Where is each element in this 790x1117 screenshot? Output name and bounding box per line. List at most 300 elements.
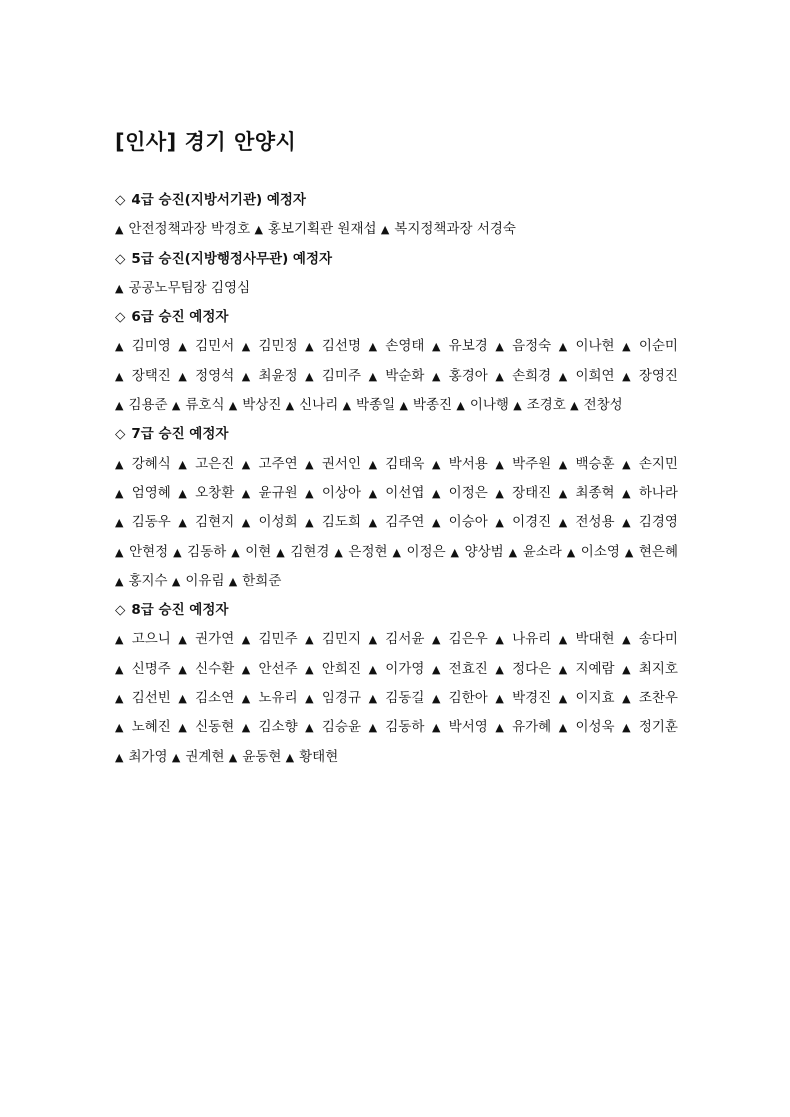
list-item	[305, 631, 361, 647]
triangle-bullet-icon: ▲	[431, 633, 444, 647]
list-item	[495, 719, 551, 735]
list-item	[115, 485, 171, 501]
triangle-bullet-icon: ▲	[276, 545, 286, 559]
list-item-text: 김승윤	[321, 719, 362, 736]
list-item	[115, 631, 171, 647]
list-item	[559, 719, 615, 735]
list-item-text: 전성용	[575, 514, 615, 531]
triangle-bullet-icon: ▲	[558, 486, 571, 500]
list-item-text: 황태현	[299, 748, 339, 765]
promotion-list	[115, 625, 678, 771]
section-heading-text: 5급 승진(지방행정사무관) 예정자	[131, 250, 333, 267]
list-item	[115, 719, 171, 735]
list-item	[495, 485, 551, 501]
list-item-text: 전창성	[583, 397, 623, 414]
list-item-text: 이성희	[258, 514, 298, 531]
triangle-bullet-icon: ▲	[178, 457, 191, 471]
list-item-text: 이상아	[321, 484, 362, 501]
list-item-text: 김미주	[321, 367, 362, 384]
list-item-text: 박서영	[448, 719, 488, 736]
triangle-bullet-icon: ▲	[115, 692, 127, 706]
list-item-text: 노유리	[258, 690, 298, 707]
list-item	[178, 661, 234, 677]
list-item	[622, 631, 678, 647]
list-item-text: 김동길	[385, 690, 425, 707]
list-item	[115, 514, 171, 530]
list-item-text: 박대현	[575, 631, 615, 648]
triangle-bullet-icon: ▲	[622, 633, 634, 647]
list-item	[369, 338, 425, 354]
section-heading-text: 6급 승진 예정자	[131, 309, 229, 326]
list-item-text: 이선엽	[385, 484, 425, 501]
list-item-text: 이성욱	[575, 719, 615, 736]
triangle-bullet-icon: ▲	[368, 369, 381, 383]
triangle-bullet-icon: ▲	[173, 545, 183, 559]
list-item	[567, 544, 620, 560]
list-item	[242, 631, 298, 647]
list-item	[305, 338, 361, 354]
list-item	[432, 485, 488, 501]
list-item	[399, 397, 452, 413]
list-item-text: 장태진	[512, 484, 552, 501]
list-item-text: 정기훈	[638, 719, 678, 736]
triangle-bullet-icon: ▲	[368, 662, 381, 676]
list-item	[305, 456, 361, 472]
list-item-text: 김경영	[638, 514, 678, 531]
list-item	[115, 280, 250, 296]
list-item	[305, 485, 361, 501]
list-item-text: 권가연	[195, 631, 235, 648]
list-item-text: 신나리	[299, 397, 339, 414]
list-item	[305, 368, 361, 384]
list-item-text: 김미영	[131, 338, 171, 355]
list-item-text: 이순미	[638, 338, 678, 355]
section-heading	[115, 303, 678, 332]
list-item	[334, 544, 387, 560]
triangle-bullet-icon: ▲	[231, 545, 241, 559]
triangle-bullet-icon: ▲	[115, 457, 127, 471]
list-item-text: 송다미	[638, 631, 678, 648]
page-title: [인사] 경기 안양시	[115, 130, 297, 154]
list-item-text: 강혜식	[131, 455, 171, 472]
list-item	[178, 719, 234, 735]
list-item	[173, 544, 226, 560]
diamond-bullet-icon: ◇	[115, 192, 126, 208]
triangle-bullet-icon: ▲	[228, 750, 238, 764]
triangle-bullet-icon: ▲	[305, 633, 317, 647]
list-item-text: 안현정	[129, 543, 169, 560]
list-item	[172, 397, 225, 413]
triangle-bullet-icon: ▲	[495, 633, 508, 647]
list-item	[229, 397, 282, 413]
diamond-bullet-icon: ◇	[115, 602, 126, 619]
triangle-bullet-icon: ▲	[431, 516, 444, 530]
diamond-bullet-icon: ◇	[115, 426, 126, 443]
list-item-text: 안전정책과장 박경호	[128, 221, 251, 238]
list-item	[559, 368, 615, 384]
triangle-bullet-icon: ▲	[622, 369, 634, 383]
list-item	[369, 661, 425, 677]
list-item-text: 장택진	[131, 367, 171, 384]
list-item	[495, 690, 551, 706]
triangle-bullet-icon: ▲	[241, 662, 254, 676]
triangle-bullet-icon: ▲	[241, 369, 254, 383]
list-item-text: 최가영	[128, 748, 168, 765]
list-item	[622, 338, 678, 354]
list-item	[559, 456, 615, 472]
triangle-bullet-icon: ▲	[399, 399, 408, 413]
list-item	[495, 368, 551, 384]
triangle-bullet-icon: ▲	[558, 457, 571, 471]
triangle-bullet-icon: ▲	[380, 223, 390, 237]
list-item-text: 윤동현	[242, 748, 282, 765]
triangle-bullet-icon: ▲	[622, 516, 634, 530]
list-item-text: 고으니	[131, 631, 171, 648]
diamond-bullet-icon: ◇	[115, 250, 126, 267]
triangle-bullet-icon: ▲	[305, 692, 317, 706]
list-item-text: 박서용	[448, 455, 488, 472]
list-item-text: 양상범	[464, 543, 504, 560]
triangle-bullet-icon: ▲	[622, 721, 634, 735]
list-item	[115, 573, 168, 589]
list-item-text: 정영석	[195, 367, 235, 384]
diamond-bullet-icon: ◇	[115, 309, 126, 326]
triangle-bullet-icon: ▲	[622, 662, 634, 676]
triangle-bullet-icon: ▲	[392, 545, 402, 559]
list-item-text: 전효진	[448, 660, 488, 677]
list-item	[622, 485, 678, 501]
list-item	[622, 368, 678, 384]
list-item	[369, 485, 425, 501]
list-item	[115, 456, 171, 472]
list-item	[229, 749, 282, 765]
list-item	[495, 456, 551, 472]
list-item	[172, 749, 225, 765]
list-item	[115, 690, 171, 706]
list-item-text: 박상진	[242, 397, 282, 414]
triangle-bullet-icon: ▲	[305, 721, 317, 735]
triangle-bullet-icon: ▲	[115, 574, 124, 588]
list-item-text: 신명주	[131, 660, 171, 677]
triangle-bullet-icon: ▲	[495, 340, 508, 354]
list-item-text: 유보경	[448, 338, 488, 355]
list-item	[242, 514, 298, 530]
list-item	[172, 573, 225, 589]
list-item-text: 이나행	[469, 397, 509, 414]
list-item-text: 최지호	[638, 660, 678, 677]
list-item	[622, 456, 678, 472]
list-item	[559, 485, 615, 501]
triangle-bullet-icon: ▲	[558, 721, 571, 735]
list-item	[513, 397, 566, 413]
list-item	[178, 690, 234, 706]
list-item	[115, 368, 171, 384]
list-item-text: 이승아	[448, 514, 488, 531]
triangle-bullet-icon: ▲	[115, 223, 124, 237]
triangle-bullet-icon: ▲	[624, 545, 634, 559]
list-item-text: 하나라	[638, 484, 678, 501]
triangle-bullet-icon: ▲	[431, 692, 444, 706]
triangle-bullet-icon: ▲	[558, 340, 571, 354]
triangle-bullet-icon: ▲	[115, 486, 127, 500]
triangle-bullet-icon: ▲	[178, 721, 191, 735]
list-item-text: 조경호	[526, 397, 566, 414]
list-item	[178, 338, 234, 354]
list-item	[456, 397, 509, 413]
list-item-text: 김용준	[128, 397, 168, 414]
list-item-text: 최종혁	[575, 484, 615, 501]
list-item	[231, 544, 271, 560]
list-item-text: 김선빈	[131, 690, 171, 707]
list-item-text: 이정은	[448, 484, 488, 501]
list-item	[242, 338, 298, 354]
triangle-bullet-icon: ▲	[622, 457, 634, 471]
list-item	[343, 397, 396, 413]
list-item-text: 은정현	[348, 543, 388, 560]
triangle-bullet-icon: ▲	[495, 486, 508, 500]
list-item	[254, 221, 376, 237]
triangle-bullet-icon: ▲	[171, 750, 181, 764]
list-item-text: 김선명	[321, 338, 362, 355]
triangle-bullet-icon: ▲	[368, 516, 381, 530]
list-item	[115, 749, 168, 765]
triangle-bullet-icon: ▲	[171, 574, 181, 588]
list-item-text: 최윤정	[258, 367, 298, 384]
list-item	[559, 690, 615, 706]
triangle-bullet-icon: ▲	[228, 399, 238, 413]
list-item	[178, 631, 234, 647]
triangle-bullet-icon: ▲	[178, 486, 191, 500]
triangle-bullet-icon: ▲	[558, 662, 571, 676]
triangle-bullet-icon: ▲	[513, 399, 522, 413]
triangle-bullet-icon: ▲	[115, 721, 127, 735]
list-item-text: 홍지수	[128, 572, 168, 589]
list-item-text: 임경규	[321, 690, 362, 707]
triangle-bullet-icon: ▲	[305, 369, 317, 383]
list-item-text: 신수환	[195, 660, 235, 677]
list-item	[286, 749, 339, 765]
list-item	[178, 456, 234, 472]
list-item	[242, 690, 298, 706]
list-item	[559, 631, 615, 647]
list-item	[369, 514, 425, 530]
section-heading-text: 8급 승진 예정자	[131, 602, 229, 619]
list-item	[369, 456, 425, 472]
list-item-text: 윤소라	[522, 543, 562, 560]
list-item-text: 고주연	[258, 455, 298, 472]
triangle-bullet-icon: ▲	[495, 692, 508, 706]
list-item-text: 김한아	[448, 690, 488, 707]
list-item-text: 손희경	[512, 367, 552, 384]
list-item-text: 나유리	[512, 631, 552, 648]
list-item-text: 박경진	[512, 690, 552, 707]
list-item	[432, 338, 488, 354]
triangle-bullet-icon: ▲	[305, 662, 317, 676]
list-item-text: 김은우	[448, 631, 488, 648]
triangle-bullet-icon: ▲	[305, 486, 317, 500]
triangle-bullet-icon: ▲	[368, 721, 381, 735]
list-item	[622, 514, 678, 530]
list-item	[509, 544, 562, 560]
list-item-text: 김동하	[187, 543, 227, 560]
list-item	[369, 631, 425, 647]
section-heading	[115, 186, 678, 215]
list-item	[432, 514, 488, 530]
list-item	[432, 456, 488, 472]
list-item	[305, 514, 361, 530]
triangle-bullet-icon: ▲	[431, 486, 444, 500]
triangle-bullet-icon: ▲	[368, 340, 381, 354]
list-item	[305, 719, 361, 735]
triangle-bullet-icon: ▲	[508, 545, 518, 559]
triangle-bullet-icon: ▲	[305, 340, 317, 354]
list-item-text: 김민주	[258, 631, 298, 648]
triangle-bullet-icon: ▲	[622, 486, 634, 500]
list-item	[276, 544, 329, 560]
triangle-bullet-icon: ▲	[431, 457, 444, 471]
triangle-bullet-icon: ▲	[368, 457, 381, 471]
triangle-bullet-icon: ▲	[228, 574, 238, 588]
triangle-bullet-icon: ▲	[558, 692, 571, 706]
triangle-bullet-icon: ▲	[178, 369, 191, 383]
promotion-list	[115, 215, 678, 244]
triangle-bullet-icon: ▲	[431, 662, 444, 676]
section-heading	[115, 596, 678, 625]
triangle-bullet-icon: ▲	[368, 633, 381, 647]
triangle-bullet-icon: ▲	[115, 369, 127, 383]
triangle-bullet-icon: ▲	[254, 223, 263, 237]
promotion-list	[115, 274, 678, 303]
list-item-text: 김동하	[385, 719, 425, 736]
triangle-bullet-icon: ▲	[178, 692, 191, 706]
list-item	[242, 456, 298, 472]
triangle-bullet-icon: ▲	[241, 633, 254, 647]
list-item-text: 김민정	[258, 338, 298, 355]
list-item-text: 박주원	[512, 455, 552, 472]
list-item	[495, 338, 551, 354]
list-item-text: 이유림	[185, 572, 225, 589]
list-item	[115, 338, 171, 354]
list-item	[622, 719, 678, 735]
list-item	[178, 514, 234, 530]
triangle-bullet-icon: ▲	[368, 486, 381, 500]
list-item-text: 이가영	[385, 660, 425, 677]
triangle-bullet-icon: ▲	[450, 545, 460, 559]
list-item-text: 박순화	[385, 367, 425, 384]
list-item	[369, 690, 425, 706]
list-item	[242, 368, 298, 384]
triangle-bullet-icon: ▲	[558, 633, 571, 647]
list-item-text: 김소향	[258, 719, 298, 736]
list-item-text: 권계현	[185, 748, 225, 765]
triangle-bullet-icon: ▲	[285, 399, 295, 413]
list-item	[570, 397, 623, 413]
list-item-text: 홍보기획관 원재섭	[267, 221, 377, 238]
list-item-text: 백승훈	[575, 455, 615, 472]
list-item	[178, 485, 234, 501]
list-item	[625, 544, 678, 560]
list-item-text: 박종진	[412, 397, 453, 414]
list-item-text: 신동현	[195, 719, 235, 736]
triangle-bullet-icon: ▲	[115, 662, 127, 676]
list-item-text: 이정은	[406, 543, 446, 560]
list-item	[451, 544, 504, 560]
triangle-bullet-icon: ▲	[495, 457, 508, 471]
list-item	[115, 544, 168, 560]
list-item	[178, 368, 234, 384]
list-item	[305, 661, 361, 677]
list-item-text: 복지정책과장 서경숙	[394, 221, 516, 238]
triangle-bullet-icon: ▲	[342, 399, 352, 413]
triangle-bullet-icon: ▲	[285, 750, 295, 764]
document-body	[115, 186, 678, 772]
triangle-bullet-icon: ▲	[115, 281, 124, 295]
list-item	[495, 514, 551, 530]
triangle-bullet-icon: ▲	[622, 340, 634, 354]
triangle-bullet-icon: ▲	[115, 633, 127, 647]
list-item	[242, 719, 298, 735]
list-item-text: 권서인	[321, 455, 362, 472]
triangle-bullet-icon: ▲	[334, 545, 344, 559]
section-heading-text: 7급 승진 예정자	[131, 426, 229, 443]
list-item-text: 정다은	[512, 660, 552, 677]
triangle-bullet-icon: ▲	[431, 721, 444, 735]
section-heading	[115, 420, 678, 449]
list-item-text: 손영태	[385, 338, 425, 355]
list-item-text: 오창환	[195, 484, 235, 501]
list-item-text: 김주연	[385, 514, 425, 531]
triangle-bullet-icon: ▲	[305, 516, 317, 530]
list-item-text: 이경진	[512, 514, 552, 531]
triangle-bullet-icon: ▲	[431, 369, 444, 383]
list-item-text: 현은혜	[638, 543, 678, 560]
triangle-bullet-icon: ▲	[495, 369, 508, 383]
list-item	[559, 661, 615, 677]
list-item-text: 유가혜	[512, 719, 552, 736]
triangle-bullet-icon: ▲	[115, 516, 127, 530]
triangle-bullet-icon: ▲	[241, 457, 254, 471]
triangle-bullet-icon: ▲	[368, 692, 381, 706]
list-item	[392, 544, 445, 560]
list-item-text: 이소영	[580, 543, 620, 560]
list-item-text: 장영진	[638, 367, 678, 384]
triangle-bullet-icon: ▲	[570, 399, 579, 413]
triangle-bullet-icon: ▲	[241, 486, 254, 500]
list-item	[115, 221, 250, 237]
promotion-list	[115, 450, 678, 596]
list-item	[559, 514, 615, 530]
list-item	[229, 573, 282, 589]
triangle-bullet-icon: ▲	[178, 340, 191, 354]
list-item-text: 이현	[245, 543, 272, 560]
list-item	[369, 368, 425, 384]
list-item	[242, 485, 298, 501]
triangle-bullet-icon: ▲	[241, 692, 254, 706]
list-item	[115, 661, 171, 677]
list-item	[381, 221, 516, 237]
triangle-bullet-icon: ▲	[241, 340, 254, 354]
list-item	[432, 631, 488, 647]
triangle-bullet-icon: ▲	[495, 516, 508, 530]
promotion-list	[115, 332, 678, 420]
triangle-bullet-icon: ▲	[241, 721, 254, 735]
list-item-text: 조찬우	[638, 690, 678, 707]
list-item-text: 박종일	[356, 397, 396, 414]
list-item	[495, 661, 551, 677]
triangle-bullet-icon: ▲	[558, 369, 571, 383]
list-item-text: 이나현	[575, 338, 615, 355]
list-item-text: 김소연	[195, 690, 235, 707]
